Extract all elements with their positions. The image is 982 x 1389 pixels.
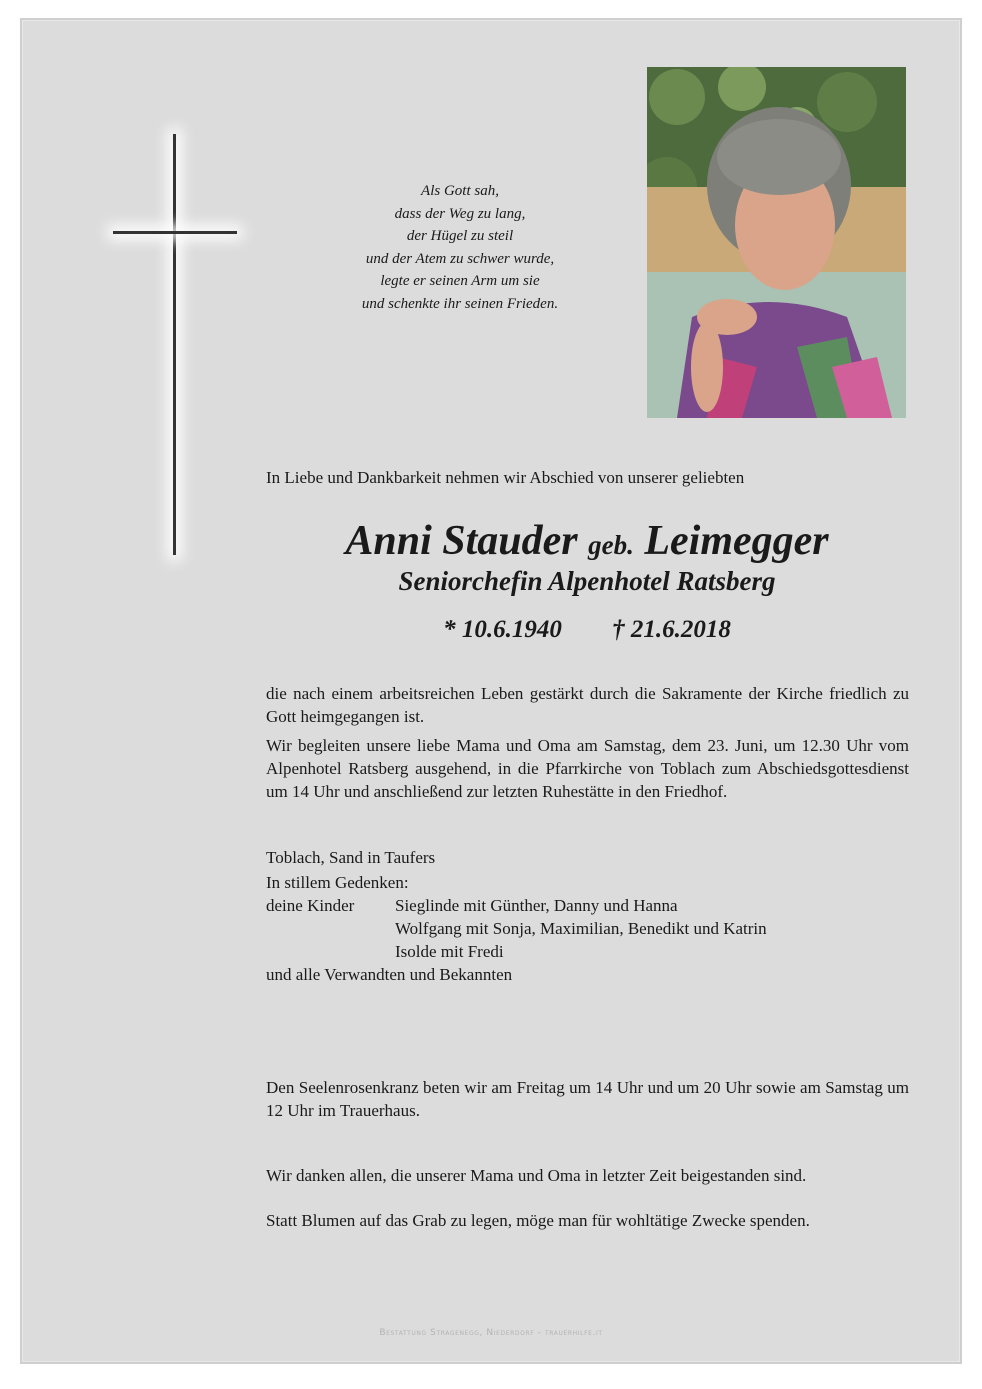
child-entry: Isolde mit Fredi	[395, 942, 504, 961]
death-date: † 21.6.2018	[612, 616, 731, 643]
paragraph-passing: die nach einem arbeitsreichen Leben gestärkt durch die Sakramente der Kirche friedlich zu Gott heimgegangen ist.	[266, 684, 909, 726]
relatives-line: und alle Verwandten und Bekannten	[266, 965, 513, 984]
poem-line: legte er seinen Arm um sie	[380, 273, 540, 289]
poem-line: dass der Weg zu lang,	[394, 205, 526, 222]
name-geb: geb.	[588, 530, 634, 560]
paragraph-rosary: Den Seelenrosenkranz beten wir am Freitag um 14 Uhr und um 20 Uhr sowie am Samstag um 12 Uhr im Trauerhaus.	[266, 1078, 909, 1120]
birth-date: * 10.6.1940	[443, 616, 562, 643]
intro-text: In Liebe und Dankbarkeit nehmen wir Abschied von unserer geliebten	[266, 468, 745, 487]
poem-line: und schenkte ihr seinen Frieden.	[361, 295, 559, 312]
poem	[335, 180, 585, 315]
mourners-block	[266, 871, 767, 986]
child-entry: Wolfgang mit Sonja, Maximilian, Benedikt und Katrin	[395, 919, 767, 938]
mourners-label: deine Kinder	[266, 896, 355, 915]
paragraph-thanks: Wir danken allen, die unserer Mama und Oma in letzter Zeit beigestanden sind.	[266, 1166, 807, 1185]
mourners-heading: In stillem Gedenken:	[266, 873, 409, 892]
portrait-photo	[647, 67, 906, 418]
deceased-role: Seniorchefin Alpenhotel Ratsberg	[398, 566, 776, 596]
poem-line: und der Atem zu schwer wurde,	[365, 250, 555, 267]
footer-credit: Bestattung Stragenegg, Niederdorf - trauerhilfe.it	[379, 1328, 603, 1338]
name-maiden: Leimegger	[644, 518, 829, 564]
child-entry: Sieglinde mit Günther, Danny und Hanna	[395, 896, 678, 915]
name-first: Anni Stauder	[345, 518, 578, 564]
poem-line: der Hügel zu steil	[406, 228, 514, 244]
poem-line: Als Gott sah,	[421, 183, 499, 199]
paragraph-funeral: Wir begleiten unsere liebe Mama und Oma am Samstag, dem 23. Juni, um 12.30 Uhr vom Alpenhotel Ratsberg ausgehend, in die Pfarrkirche von Toblach zum Abschiedsgottesdienst um 14 Uhr und anschließend zur letzten Ruhestätte in den Friedhof.	[266, 736, 909, 801]
deceased-name	[266, 515, 908, 571]
life-dates	[266, 616, 908, 644]
place-text: Toblach, Sand in Taufers	[266, 848, 436, 867]
paragraph-donations: Statt Blumen auf das Grab zu legen, möge man für wohltätige Zwecke spenden.	[266, 1211, 810, 1230]
